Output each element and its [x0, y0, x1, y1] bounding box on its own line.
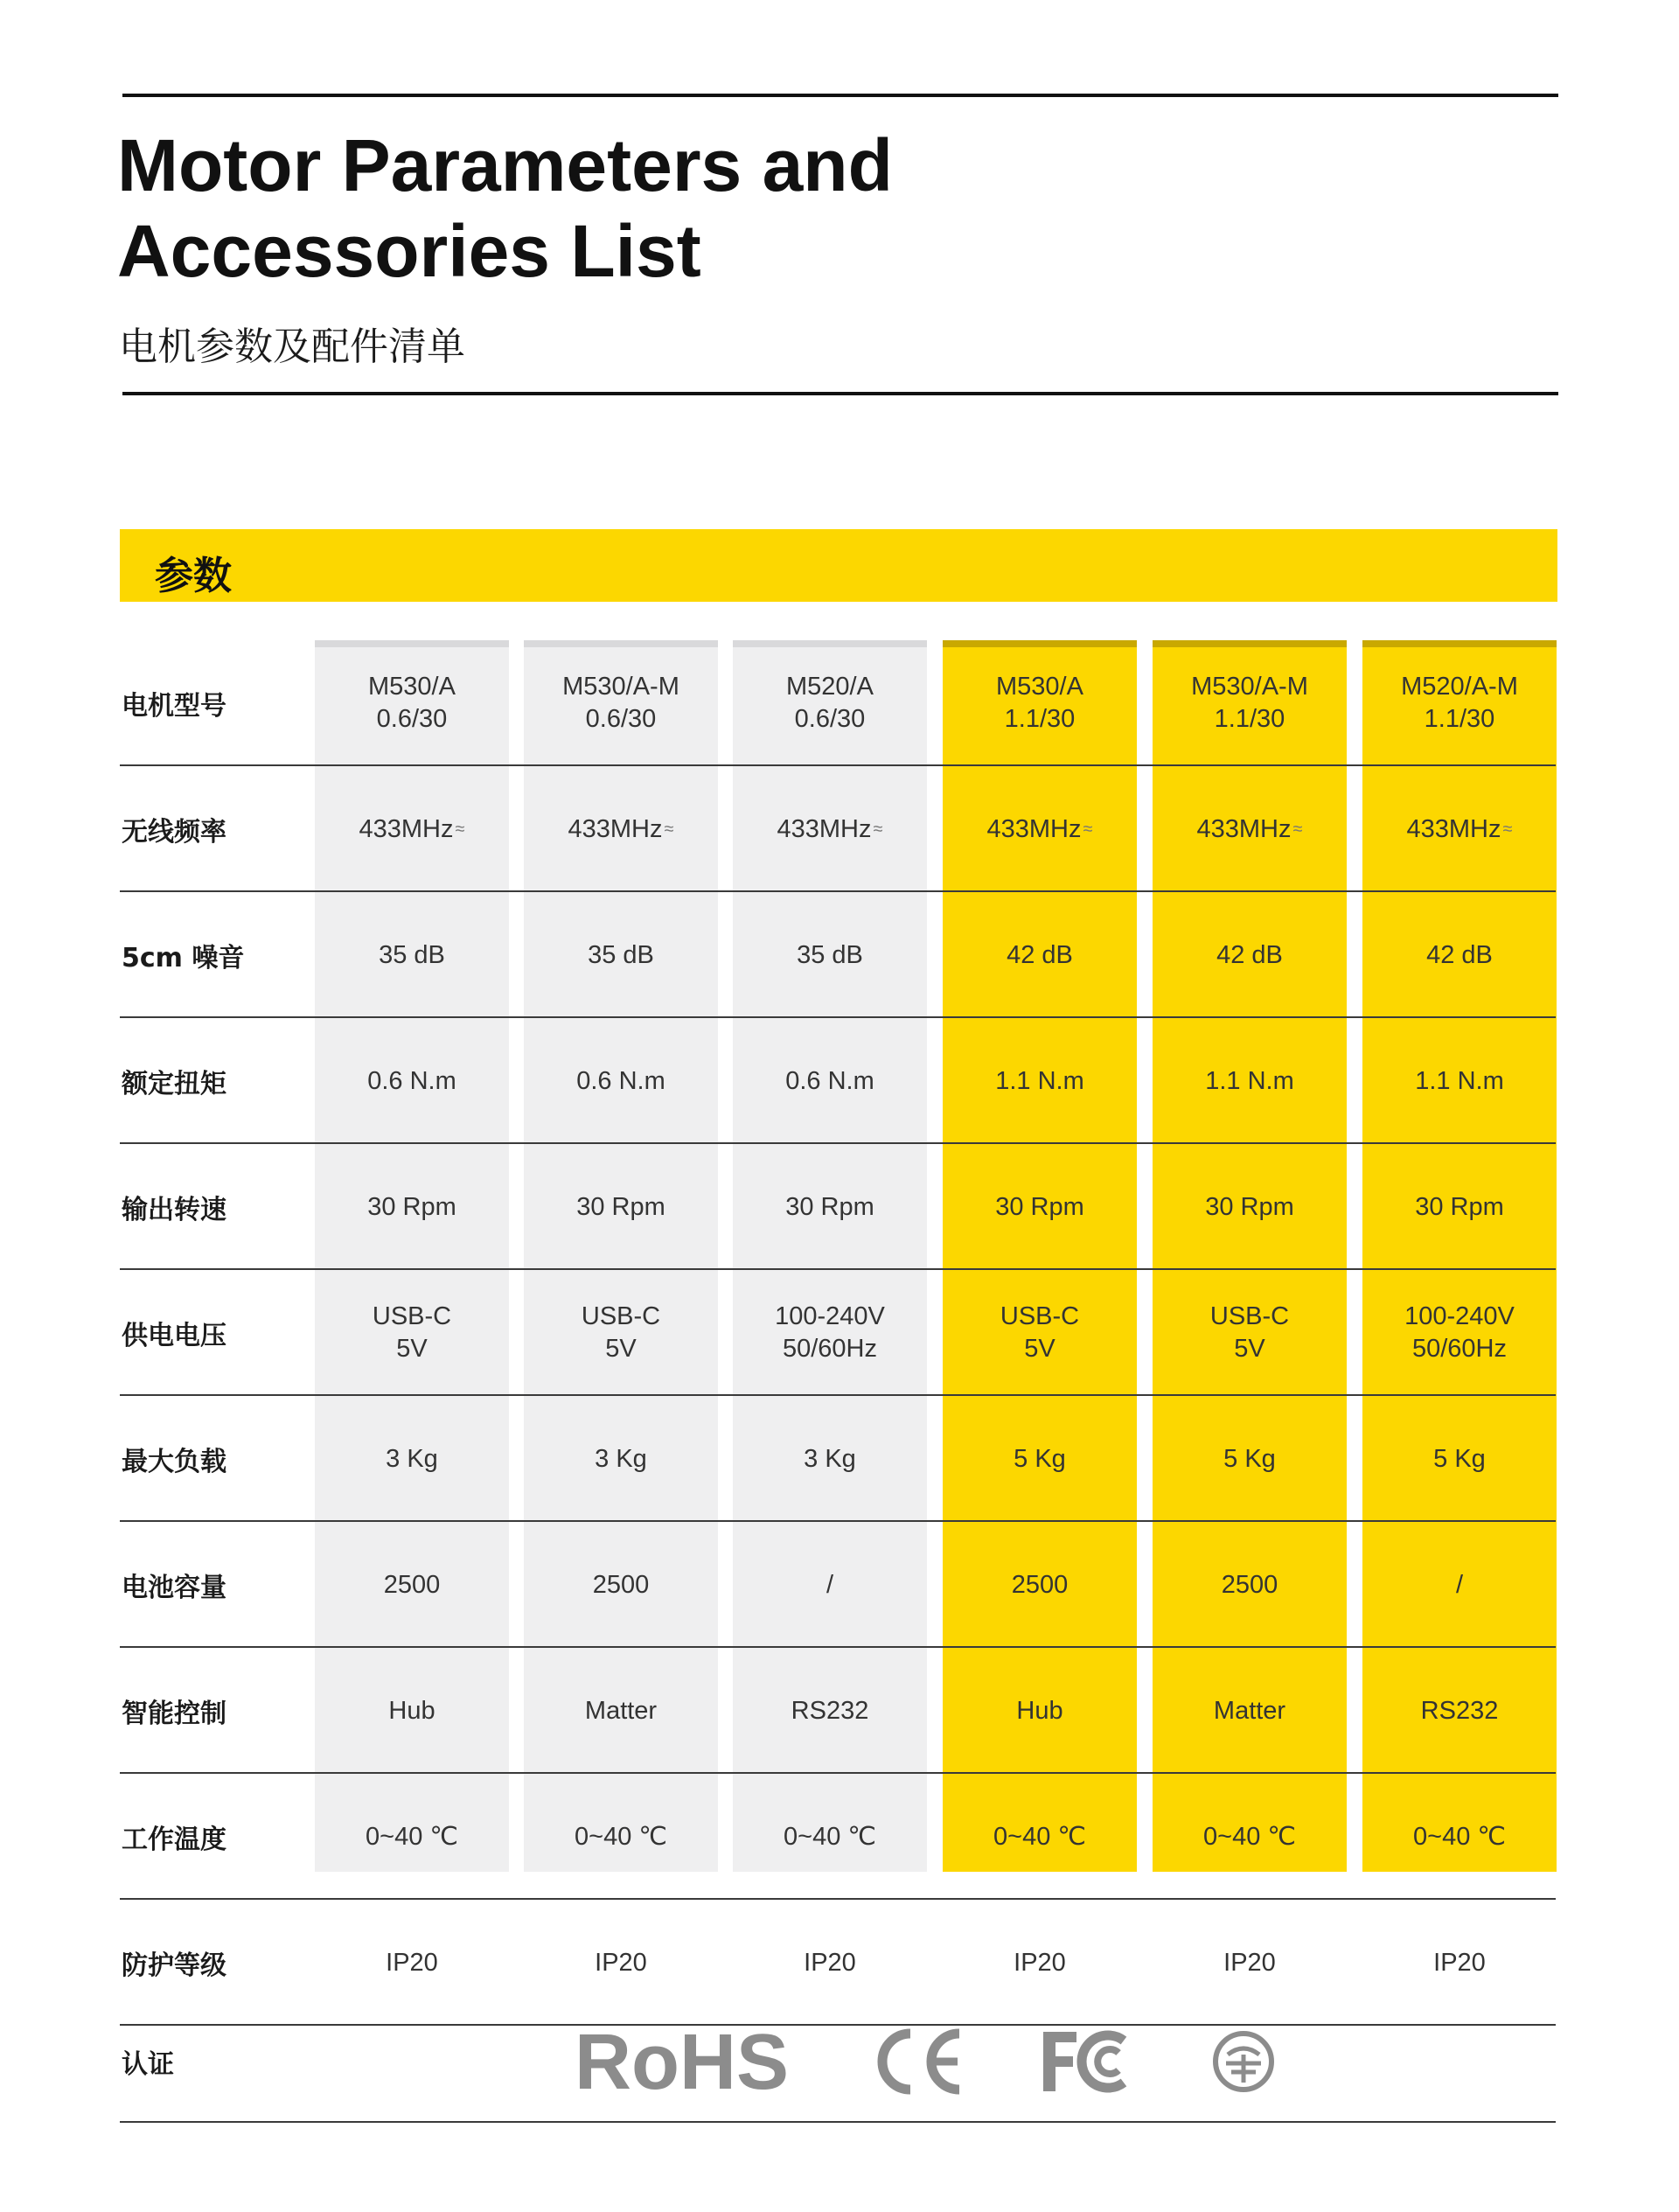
table-cell [315, 1396, 509, 1522]
row-divider [120, 2121, 1556, 2123]
cell-value: 2500 [383, 1570, 441, 1599]
cell-value: 35 dB [588, 940, 654, 969]
table-cell [733, 1018, 927, 1144]
cell-value: 2500 [1011, 1570, 1069, 1599]
table-cell [943, 766, 1137, 892]
cell-value: 0~40 ℃ [575, 1822, 667, 1851]
table-row [120, 1018, 1556, 1144]
table-row [120, 1270, 1556, 1396]
table-cell [943, 1270, 1137, 1396]
table-cell [315, 766, 509, 892]
cell-value: Hub [388, 1696, 435, 1725]
cell-value: 433MHz [1196, 814, 1292, 843]
cell-value: IP20 [1433, 1948, 1486, 1977]
table-cell [733, 766, 927, 892]
table-cell [1362, 1270, 1557, 1396]
table-cell [943, 1396, 1137, 1522]
table-row [120, 892, 1556, 1018]
section-header-bar [120, 529, 1557, 602]
table-row [120, 640, 1556, 766]
cell-value: RS232 [1420, 1696, 1499, 1725]
row-label: 电机型号 [122, 691, 226, 722]
cell-value: / [826, 1570, 834, 1599]
table-cell [943, 640, 1137, 766]
row-label: 5cm 噪音 [122, 943, 245, 973]
cell-value: 433MHz [359, 814, 454, 843]
cell-value: M530/A 1.1/30 [996, 673, 1083, 733]
rohs-logo-text: RoHS [575, 2022, 789, 2101]
wireless-wave-icon: ≈ [1502, 819, 1513, 839]
table-cell [524, 1018, 718, 1144]
wireless-wave-icon: ≈ [1292, 819, 1303, 839]
table-cell [524, 640, 718, 766]
cell-value: 2500 [1221, 1570, 1278, 1599]
cell-value: 35 dB [379, 940, 445, 969]
table-cell [315, 1522, 509, 1648]
table-cell [733, 1270, 927, 1396]
wireless-wave-icon: ≈ [664, 819, 674, 839]
cell-value: USB-C 5V [1000, 1302, 1080, 1363]
cell-value: 100-240V 50/60Hz [1404, 1302, 1515, 1363]
telec-mark-logo [1209, 2000, 1278, 2123]
table-cell [1362, 1144, 1557, 1270]
table-cell [524, 1144, 718, 1270]
table-cell [1153, 1018, 1347, 1144]
cell-value: Matter [1213, 1696, 1286, 1725]
wireless-wave-icon: ≈ [873, 819, 883, 839]
cell-value: / [1455, 1570, 1464, 1599]
fcc-logo [1038, 2000, 1134, 2123]
cell-value: 433MHz [1406, 814, 1501, 843]
table-cell [733, 1522, 927, 1648]
table-cell [1362, 1396, 1557, 1522]
table-cell [315, 640, 509, 766]
table-cell [733, 1396, 927, 1522]
table-cell [733, 1774, 927, 1900]
table-cell [524, 892, 718, 1018]
cell-value: IP20 [1223, 1948, 1276, 1977]
cell-value: USB-C 5V [1209, 1302, 1290, 1363]
table-cell [315, 1144, 509, 1270]
page-title: Motor Parameters and Accessories List [117, 124, 893, 292]
cell-value: 433MHz [986, 814, 1082, 843]
table-cell [1153, 1522, 1347, 1648]
cell-value: 42 dB [1007, 940, 1073, 969]
table-cell [1362, 1522, 1557, 1648]
cell-value: Hub [1016, 1696, 1063, 1725]
table-row [120, 1774, 1556, 1900]
cell-value: 0.6 N.m [785, 1066, 874, 1095]
cell-value: 433MHz [568, 814, 663, 843]
table-cell [943, 1774, 1137, 1900]
cell-value: 30 Rpm [576, 1192, 665, 1221]
table-cell [943, 1018, 1137, 1144]
table-cell [1362, 1018, 1557, 1144]
cell-value: 30 Rpm [1415, 1192, 1504, 1221]
table-cell [1362, 766, 1557, 892]
table-cell [524, 1396, 718, 1522]
cell-value: 0~40 ℃ [993, 1822, 1086, 1851]
cell-value: 30 Rpm [785, 1192, 874, 1221]
wireless-wave-icon: ≈ [455, 819, 465, 839]
cell-value: M520/A-M 1.1/30 [1401, 673, 1518, 733]
cell-value: 30 Rpm [1205, 1192, 1294, 1221]
cell-value: 3 Kg [804, 1444, 856, 1473]
cell-value: RS232 [791, 1696, 869, 1725]
table-cell [315, 1018, 509, 1144]
table-cell [1153, 1144, 1347, 1270]
table-cell [1153, 892, 1347, 1018]
cell-value: 0.6 N.m [576, 1066, 665, 1095]
table-cell [1153, 1648, 1347, 1774]
cell-value: 433MHz [777, 814, 872, 843]
row-label: 最大负载 [122, 1447, 226, 1477]
cell-value: 5 Kg [1014, 1444, 1066, 1473]
row-label: 无线频率 [122, 817, 226, 848]
table-cell [315, 1648, 509, 1774]
cell-value: 5 Kg [1433, 1444, 1486, 1473]
cell-value: 100-240V 50/60Hz [775, 1302, 885, 1363]
cell-value: 2500 [592, 1570, 650, 1599]
table-cell [1153, 1270, 1347, 1396]
row-label: 智能控制 [122, 1699, 226, 1729]
cell-value: 0~40 ℃ [366, 1822, 458, 1851]
table-cell [524, 1648, 718, 1774]
cell-value: IP20 [595, 1948, 647, 1977]
table-cell [733, 1648, 927, 1774]
table-row [120, 1144, 1556, 1270]
table-cell [943, 892, 1137, 1018]
wireless-wave-icon: ≈ [1083, 819, 1093, 839]
table-cell [524, 766, 718, 892]
table-cell [733, 640, 927, 766]
table-cell [1362, 640, 1557, 766]
cell-value: 3 Kg [595, 1444, 647, 1473]
table-cell [315, 1774, 509, 1900]
table-cell [1153, 640, 1347, 766]
cell-value: M530/A 0.6/30 [368, 673, 456, 733]
table-cell [315, 892, 509, 1018]
page-subtitle: 电机参数及配件清单 [119, 324, 465, 369]
cell-value: M530/A-M 0.6/30 [562, 673, 679, 733]
table-cell [943, 1522, 1137, 1648]
section-title: 参数 [155, 554, 232, 598]
cell-value: M520/A 0.6/30 [786, 673, 874, 733]
table-cell [943, 1144, 1137, 1270]
cell-value: 3 Kg [386, 1444, 438, 1473]
cell-value: 1.1 N.m [1205, 1066, 1294, 1095]
cell-value: 30 Rpm [367, 1192, 456, 1221]
cell-value: 30 Rpm [995, 1192, 1084, 1221]
table-cell [524, 1774, 718, 1900]
row-label: 防护等级 [122, 1950, 226, 1981]
row-label: 额定扭矩 [122, 1069, 226, 1099]
cell-value: USB-C 5V [581, 1302, 661, 1363]
cell-value: IP20 [386, 1948, 438, 1977]
row-label: 输出转速 [122, 1195, 226, 1225]
table-cell [315, 1270, 509, 1396]
table-cell [1362, 1774, 1557, 1900]
cell-value: 5 Kg [1223, 1444, 1276, 1473]
cell-value: 0~40 ℃ [1203, 1822, 1296, 1851]
cell-value: Matter [584, 1696, 658, 1725]
header-bottom-rule [122, 392, 1558, 395]
row-label: 电池容量 [122, 1573, 226, 1603]
table-row [120, 766, 1556, 892]
certification-row [120, 2000, 1556, 2123]
table-cell [1362, 1648, 1557, 1774]
cell-value: 0~40 ℃ [784, 1822, 876, 1851]
rohs-logo [575, 2000, 802, 2123]
cell-value: M530/A-M 1.1/30 [1191, 673, 1308, 733]
table-cell [524, 1522, 718, 1648]
table-cell [1153, 1774, 1347, 1900]
table-cell [524, 1270, 718, 1396]
table-cell [733, 892, 927, 1018]
table-row [120, 1396, 1556, 1522]
ce-mark-logo [872, 2000, 968, 2123]
cell-value: 42 dB [1426, 940, 1493, 969]
cell-value: IP20 [804, 1948, 856, 1977]
row-label: 供电电压 [122, 1321, 226, 1351]
cell-value: 0.6 N.m [367, 1066, 456, 1095]
cell-value: 1.1 N.m [1415, 1066, 1504, 1095]
table-row [120, 1522, 1556, 1648]
cell-value: 42 dB [1216, 940, 1283, 969]
row-label: 工作温度 [122, 1825, 226, 1855]
table-cell [943, 1648, 1137, 1774]
table-cell [1153, 1396, 1347, 1522]
table-cell [1153, 766, 1347, 892]
cell-value: 1.1 N.m [995, 1066, 1084, 1095]
table-row [120, 1648, 1556, 1774]
cell-value: 35 dB [797, 940, 863, 969]
certification-label: 认证 [122, 2049, 174, 2080]
table-cell [733, 1144, 927, 1270]
cell-value: 0~40 ℃ [1413, 1822, 1506, 1851]
cell-value: USB-C 5V [372, 1302, 452, 1363]
cell-value: IP20 [1014, 1948, 1066, 1977]
header-top-rule [122, 94, 1558, 97]
table-cell [1362, 892, 1557, 1018]
